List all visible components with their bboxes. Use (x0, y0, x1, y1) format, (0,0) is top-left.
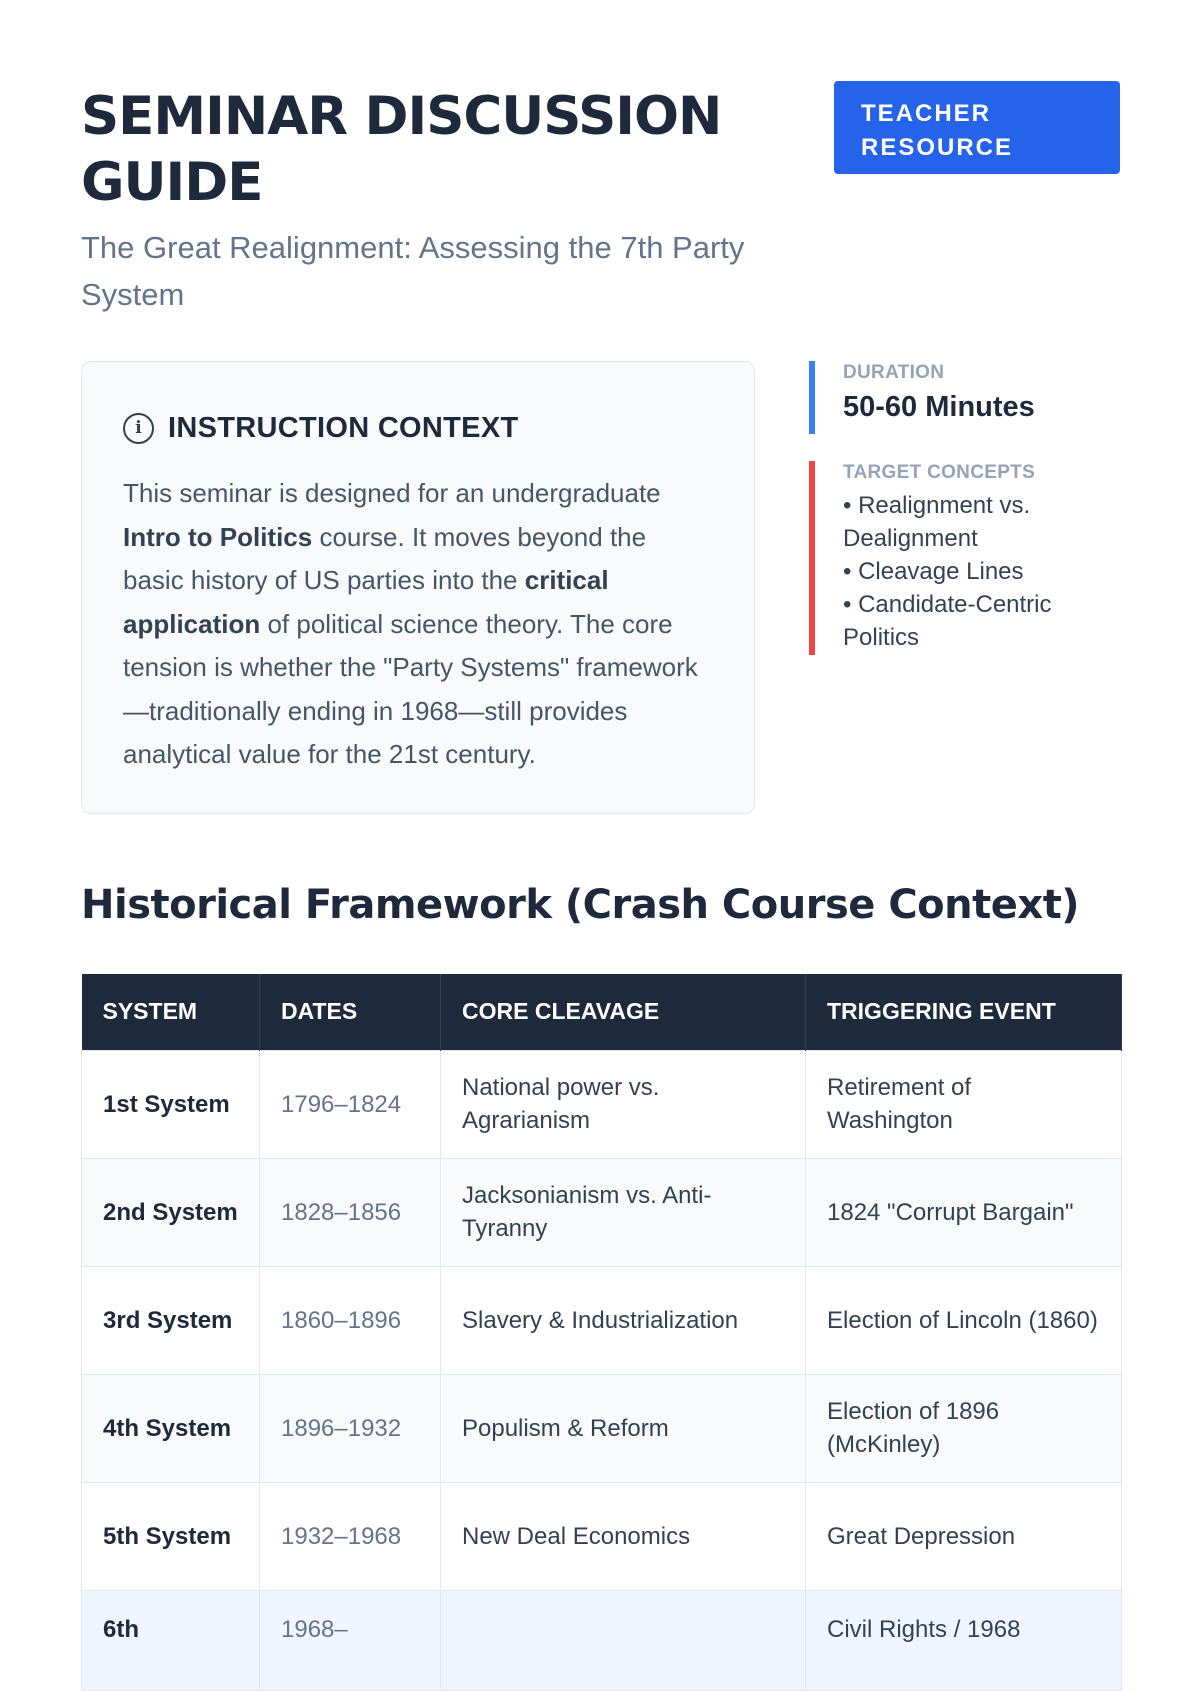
duration-value: 50-60 Minutes (843, 391, 1035, 423)
context-bold-1: Intro to Politics (123, 521, 313, 552)
context-bold-2: critical application (123, 565, 609, 639)
cell-system: 6th (82, 1590, 260, 1690)
header-dates: DATES (260, 974, 441, 1050)
cell-dates: 1796–1824 (260, 1050, 441, 1158)
concept-item: • Cleavage Lines (843, 558, 1024, 585)
cell-cleavage: Slavery & Industrialization (441, 1266, 806, 1374)
header-core-cleavage: CORE CLEAVAGE (441, 974, 806, 1050)
teacher-resource-badge: TEACHER RESOURCE (834, 81, 1120, 174)
party-systems-table (81, 974, 1121, 1691)
instruction-context-card (81, 361, 755, 814)
info-icon: i (123, 413, 154, 444)
cell-event: Retirement of Washington (806, 1050, 1122, 1158)
cell-dates: 1896–1932 (260, 1374, 441, 1482)
page-subtitle: The Great Realignment: Assessing the 7th Party System (81, 230, 745, 312)
cell-system: 5th System (82, 1482, 260, 1590)
duration-block (809, 361, 1129, 434)
context-title: INSTRUCTION CONTEXT (168, 411, 519, 444)
title-line-1: SEMINAR DISCUSSION (81, 86, 722, 147)
header-system: SYSTEM (82, 974, 260, 1050)
context-text-1: This seminar is designed for an undergraduate (123, 478, 661, 508)
cell-system: 2nd System (82, 1158, 260, 1266)
cell-event: Election of Lincoln (1860) (806, 1266, 1122, 1374)
table-row (82, 1050, 1122, 1158)
duration-label: DURATION (843, 362, 945, 383)
cell-cleavage (441, 1590, 806, 1690)
cell-event: Election of 1896 (McKinley) (806, 1374, 1122, 1482)
page-title (81, 84, 801, 216)
section-title: Historical Framework (Crash Course Context) (81, 882, 1080, 928)
cell-dates: 1968– (260, 1590, 441, 1690)
table-row (82, 1158, 1122, 1266)
target-concepts-block (809, 461, 1129, 655)
context-text-3: of political science theory. The core tension is whether the "Party Systems" framework—traditionally ending in 1968—still provides analytical value for the 21st century. (123, 608, 698, 769)
cell-system: 4th System (82, 1374, 260, 1482)
header-triggering-event: TRIGGERING EVENT (806, 974, 1122, 1050)
page-header (81, 84, 801, 318)
cell-event: Civil Rights / 1968 (806, 1590, 1122, 1690)
cell-dates: 1860–1896 (260, 1266, 441, 1374)
table-header-row (82, 974, 1122, 1050)
cell-cleavage: Jacksonianism vs. Anti-Tyranny (441, 1158, 806, 1266)
concepts-label: TARGET CONCEPTS (843, 462, 1036, 483)
cell-system: 1st System (82, 1050, 260, 1158)
context-text-2: course. It moves beyond the basic history of US parties into the (123, 521, 647, 595)
table-row (82, 1266, 1122, 1374)
concept-item: • Realignment vs. Dealignment (843, 492, 1031, 552)
concept-list (843, 489, 1129, 654)
cell-cleavage: New Deal Economics (441, 1482, 806, 1590)
context-body (123, 472, 713, 777)
cell-event: Great Depression (806, 1482, 1122, 1590)
context-header (123, 408, 713, 448)
cell-system: 3rd System (82, 1266, 260, 1374)
table-row (82, 1590, 1122, 1690)
cell-dates: 1828–1856 (260, 1158, 441, 1266)
concept-item: • Candidate-Centric Politics (843, 591, 1052, 651)
cell-cleavage: Populism & Reform (441, 1374, 806, 1482)
table-row (82, 1482, 1122, 1590)
cell-cleavage: National power vs. Agrarianism (441, 1050, 806, 1158)
title-line-2: GUIDE (81, 152, 263, 213)
cell-event: 1824 "Corrupt Bargain" (806, 1158, 1122, 1266)
table-row (82, 1374, 1122, 1482)
cell-dates: 1932–1968 (260, 1482, 441, 1590)
